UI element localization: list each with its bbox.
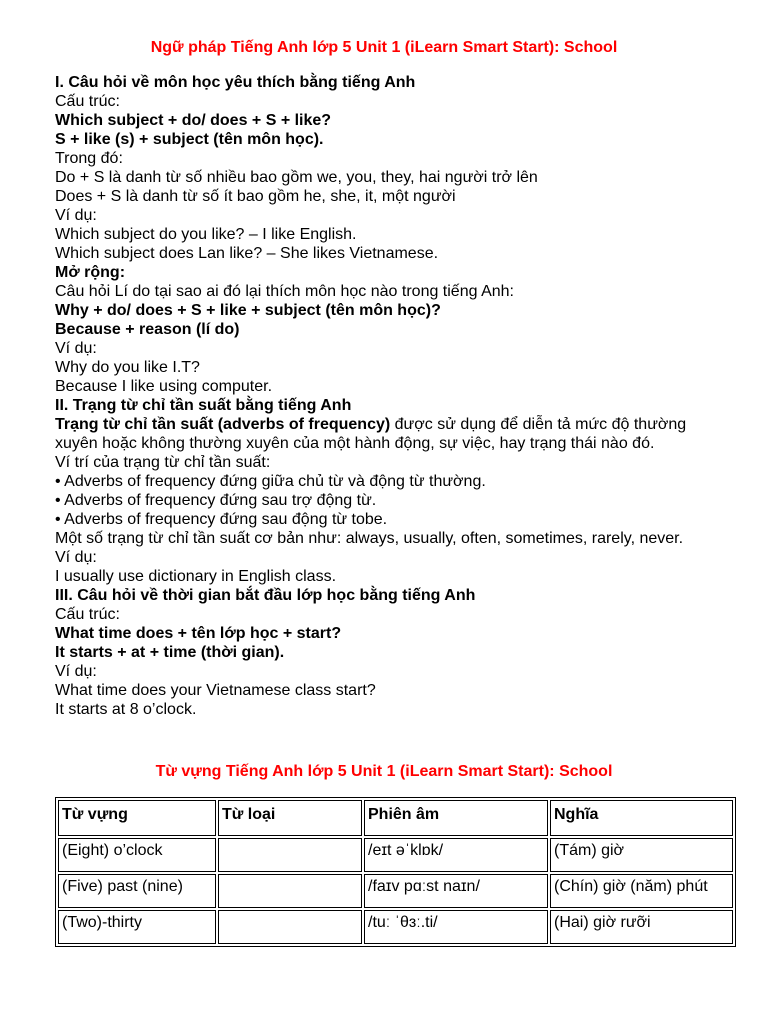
table-row bbox=[58, 910, 733, 944]
table-cell: /tuː ˈθɜː.ti/ bbox=[364, 910, 548, 944]
table-cell: (Eight) o’clock bbox=[58, 838, 216, 872]
heading-line: Because + reason (lí do) bbox=[55, 321, 240, 338]
text-line: Cấu trúc: bbox=[55, 93, 120, 110]
table-row bbox=[58, 874, 733, 908]
text-line: Why do you like I.T? bbox=[55, 359, 200, 376]
table-cell: (Hai) giờ rưỡi bbox=[550, 910, 733, 944]
heading-line: S + like (s) + subject (tên môn học). bbox=[55, 131, 324, 148]
heading-line: What time does + tên lớp học + start? bbox=[55, 625, 342, 642]
heading-line: Mở rộng: bbox=[55, 264, 126, 281]
table-header-row bbox=[58, 800, 733, 836]
vocabulary-title: Từ vựng Tiếng Anh lớp 5 Unit 1 (iLearn Smart Start): School bbox=[155, 763, 613, 780]
text-line: Một số trạng từ chỉ tần suất cơ bản như: always, usually, often, sometimes, rarely, never. bbox=[55, 530, 684, 547]
table-cell: /eɪt əˈklɒk/ bbox=[364, 838, 548, 872]
text-line: Do + S là danh từ số nhiều bao gồm we, you, they, hai người trở lên bbox=[55, 169, 538, 186]
heading-line: It starts + at + time (thời gian). bbox=[55, 644, 285, 661]
table-cell bbox=[218, 838, 362, 872]
text-line: • Adverbs of frequency đứng sau trợ động từ. bbox=[55, 492, 377, 509]
text-line: Which subject does Lan like? – She likes Vietnamese. bbox=[55, 245, 439, 262]
heading-line: I. Câu hỏi về môn học yêu thích bằng tiếng Anh bbox=[55, 74, 416, 91]
table-cell bbox=[218, 874, 362, 908]
text-line: Ví dụ: bbox=[55, 340, 97, 357]
table-cell: (Tám) giờ bbox=[550, 838, 733, 872]
table-cell: /faɪv pɑːst naɪn/ bbox=[364, 874, 548, 908]
grammar-title: Ngữ pháp Tiếng Anh lớp 5 Unit 1 (iLearn Smart Start): School bbox=[150, 39, 618, 56]
grammar-body bbox=[55, 73, 715, 719]
text-line: Ví dụ: bbox=[55, 549, 97, 566]
table-header-cell: Từ loại bbox=[218, 800, 362, 836]
table-row bbox=[58, 838, 733, 872]
text-line: Câu hỏi Lí do tại sao ai đó lại thích môn học nào trong tiếng Anh: bbox=[55, 283, 514, 300]
text-line: Cấu trúc: bbox=[55, 606, 120, 623]
table-header-cell: Phiên âm bbox=[364, 800, 548, 836]
text-line: It starts at 8 o’clock. bbox=[55, 701, 197, 718]
heading-line: Why + do/ does + S + like + subject (tên môn học)? bbox=[55, 302, 441, 319]
text-line: • Adverbs of frequency đứng giữa chủ từ và động từ thường. bbox=[55, 473, 486, 490]
text-line: Ví dụ: bbox=[55, 663, 97, 680]
text-line: What time does your Vietnamese class start? bbox=[55, 682, 376, 699]
text-line: Ví trí của trạng từ chỉ tần suất: bbox=[55, 454, 271, 471]
heading-line: Which subject + do/ does + S + like? bbox=[55, 112, 332, 129]
text-line: Because I like using computer. bbox=[55, 378, 273, 395]
text-line: • Adverbs of frequency đứng sau động từ tobe. bbox=[55, 511, 388, 528]
table-cell bbox=[218, 910, 362, 944]
heading-line: III. Câu hỏi về thời gian bắt đầu lớp học bằng tiếng Anh bbox=[55, 587, 476, 604]
table-header-cell: Nghĩa bbox=[550, 800, 733, 836]
frequency-term: Trạng từ chỉ tần suất (adverbs of frequency) bbox=[55, 416, 391, 433]
text-line: Does + S là danh từ số ít bao gồm he, she, it, một người bbox=[55, 188, 456, 205]
text-line: I usually use dictionary in English class. bbox=[55, 568, 337, 585]
vocabulary-table bbox=[55, 797, 736, 947]
table-cell: (Five) past (nine) bbox=[58, 874, 216, 908]
frequency-definition bbox=[55, 415, 715, 453]
table-header-cell: Từ vựng bbox=[58, 800, 216, 836]
text-line: Ví dụ: bbox=[55, 207, 97, 224]
text-line: Trong đó: bbox=[55, 150, 123, 167]
table-cell: (Two)-thirty bbox=[58, 910, 216, 944]
frequency-explanation: được sử dụng để diễn tả mức độ thường xuyên hoặc không thường xuyên của một hành động, sự việc, hay trạng thái nào đó. bbox=[55, 416, 687, 452]
text-line: Which subject do you like? – I like English. bbox=[55, 226, 357, 243]
table-cell: (Chín) giờ (năm) phút bbox=[550, 874, 733, 908]
heading-line: II. Trạng từ chỉ tần suất bằng tiếng Anh bbox=[55, 397, 352, 414]
